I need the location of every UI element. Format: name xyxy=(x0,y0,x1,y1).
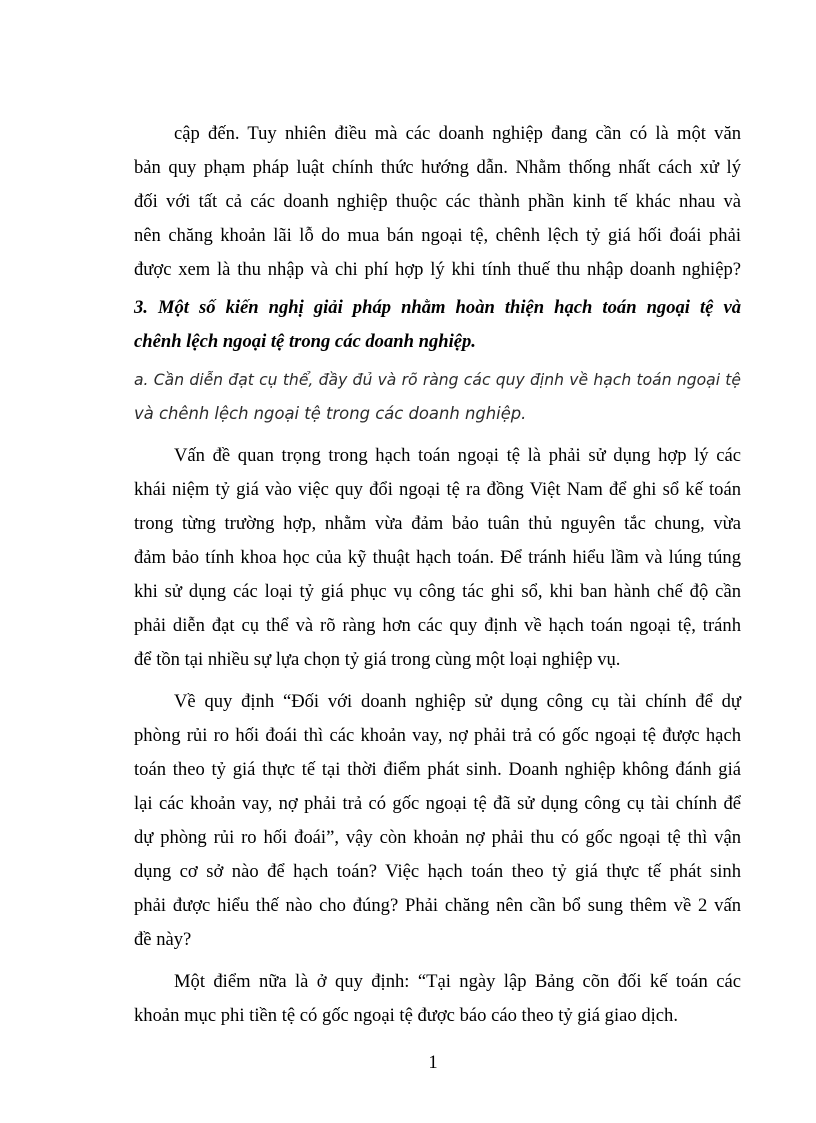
page-number: 1 xyxy=(428,1052,438,1073)
text-line: Một điểm nữa là ở quy định: “Tại ngày lập Bảng cõn đối kế toán các xyxy=(174,971,741,992)
subheading-line: và chênh lệch ngoại tệ trong các doanh nghiệp. xyxy=(134,404,527,423)
text-line: dự phòng rủi ro hối đoái”, vậy còn khoản nợ phải thu có gốc ngoại tệ thì vận xyxy=(134,827,741,848)
text-line: đảm bảo tính khoa học của kỹ thuật hạch toán. Để tránh hiểu lầm và lúng túng xyxy=(134,547,741,568)
text-line: trong từng trường hợp, nhằm vừa đảm bảo tuân thủ nguyên tắc chung, vừa xyxy=(134,513,741,534)
subheading-line: a. Cần diễn đạt cụ thể, đầy đủ và rõ ràng các quy định về hạch toán ngoại tệ xyxy=(134,371,741,389)
text-line: khi sử dụng các loại tỷ giá phục vụ công tác ghi sổ, khi ban hành chế độ cần xyxy=(134,581,741,602)
paragraph-balance-sheet xyxy=(134,965,741,1033)
text-line: được xem là thu nhập và chi phí hợp lý khi tính thuế thu nhập doanh nghiệp? xyxy=(134,259,741,280)
heading-line: chênh lệch ngoại tệ trong các doanh nghiệp. xyxy=(134,331,476,352)
section-heading xyxy=(134,291,741,359)
text-line: đối với tất cả các doanh nghiệp thuộc các thành phần kinh tế khác nhau và xyxy=(134,191,741,212)
text-line: phải được hiểu thế nào cho đúng? Phải chăng nên cần bổ sung thêm về 2 vấn xyxy=(134,895,741,916)
text-line: nên chăng khoản lãi lỗ do mua bán ngoại tệ, chênh lệch tỷ giá hối đoái phải xyxy=(134,225,741,246)
text-line: toán theo tỷ giá thực tế tại thời điểm phát sinh. Doanh nghiệp không đánh giá xyxy=(134,759,741,780)
text-line: khoản mục phi tiền tệ có gốc ngoại tệ được báo cáo theo tỷ giá giao dịch. xyxy=(134,1005,678,1026)
text-line: phải diễn đạt cụ thể và rõ ràng hơn các quy định về hạch toán ngoại tệ, tránh xyxy=(134,615,741,636)
text-line: cập đến. Tuy nhiên điều mà các doanh nghiệp đang cần có là một văn xyxy=(174,123,741,144)
text-line: phòng rủi ro hối đoái thì các khoản vay, nợ phải trả có gốc ngoại tệ được hạch xyxy=(134,725,741,746)
text-line: Về quy định “Đối với doanh nghiệp sử dụng công cụ tài chính để dự xyxy=(174,691,741,712)
paragraph-regulation xyxy=(134,685,741,957)
text-line: bản quy phạm pháp luật chính thức hướng dẫn. Nhằm thống nhất cách xử lý xyxy=(134,157,741,178)
text-line: để tồn tại nhiều sự lựa chọn tỷ giá trong cùng một loại nghiệp vụ. xyxy=(134,649,621,670)
heading-line: 3. Một số kiến nghị giải pháp nhằm hoàn thiện hạch toán ngoại tệ và xyxy=(134,297,741,318)
text-line: dụng cơ sở nào để hạch toán? Việc hạch toán theo tỷ giá thực tế phát sinh xyxy=(134,861,741,882)
paragraph-intro xyxy=(134,117,741,287)
text-line: lại các khoản vay, nợ phải trả có gốc ngoại tệ đã sử dụng công cụ tài chính để xyxy=(134,793,741,814)
page-body xyxy=(134,117,741,1033)
text-line: khái niệm tỷ giá vào việc quy đổi ngoại tệ ra đồng Việt Nam để ghi sổ kế toán xyxy=(134,479,741,500)
subsection-heading xyxy=(134,363,741,431)
text-line: đề này? xyxy=(134,929,192,950)
paragraph-exchange-rate xyxy=(134,439,741,677)
text-line: Vấn đề quan trọng trong hạch toán ngoại tệ là phải sử dụng hợp lý các xyxy=(174,445,741,466)
